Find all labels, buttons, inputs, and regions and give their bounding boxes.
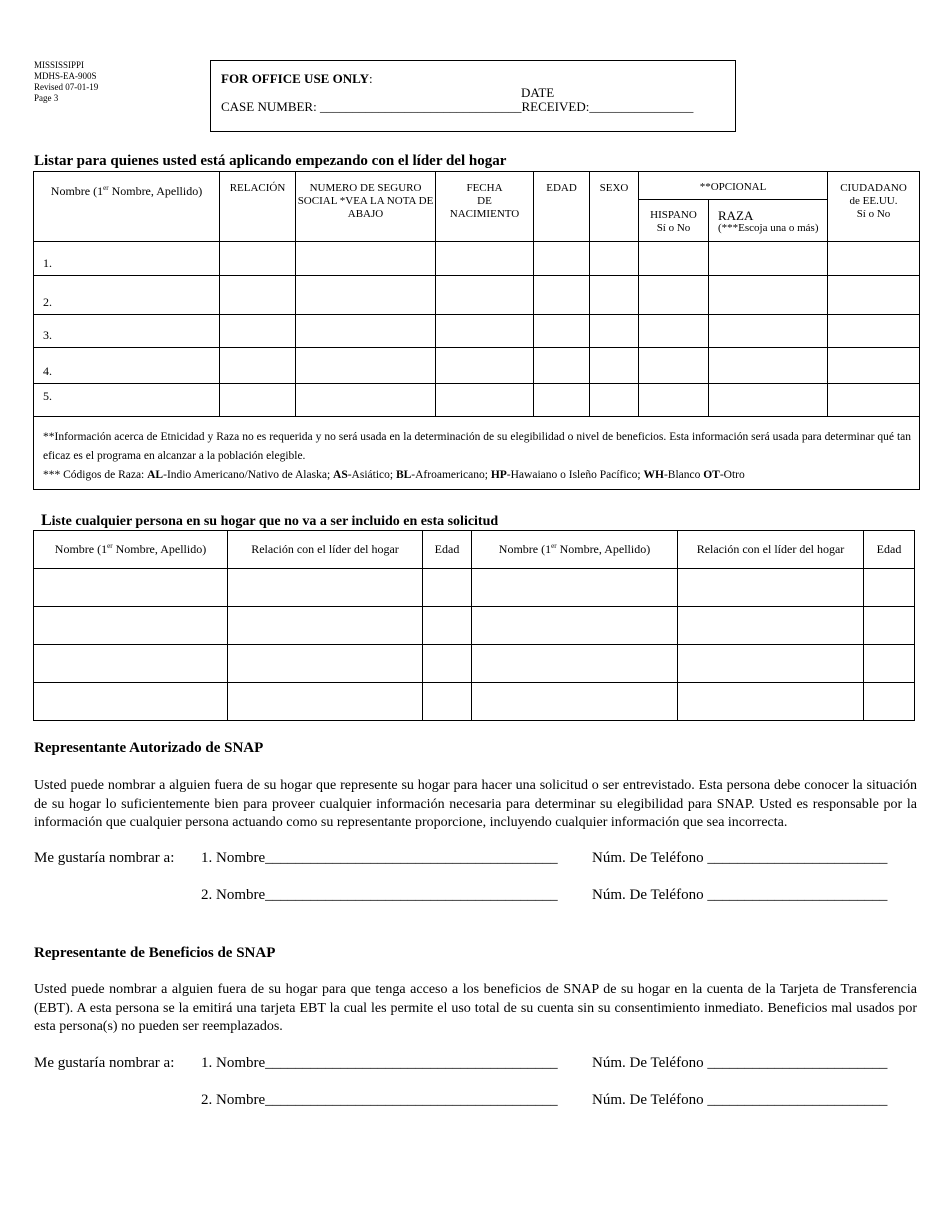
cell-input[interactable] (534, 348, 590, 384)
office-use-box (210, 60, 736, 132)
col-relacion: Relación con el líder del hogar (228, 531, 423, 569)
col-sexo: SEXO (590, 172, 639, 242)
rep-ben-phone-2[interactable]: Núm. De Teléfono ________________________ (592, 1092, 888, 1108)
cell-input[interactable] (534, 315, 590, 348)
cell-input[interactable] (436, 315, 534, 348)
col-edad: EDAD (534, 172, 590, 242)
page-number: Page 3 (34, 93, 59, 103)
cell-input[interactable] (423, 607, 472, 645)
cell-input[interactable] (828, 384, 920, 417)
cell-input[interactable] (228, 607, 423, 645)
section2-title: Liste cualquier persona en su hogar que no va a ser incluido en esta solicitud (41, 512, 499, 529)
rep-auth-name-2[interactable]: 2. Nombre_______________________________________ (201, 887, 558, 903)
table-row (34, 315, 920, 348)
rep-ben-lead: Me gustaría nombrar a: (34, 1055, 175, 1071)
cell-input[interactable] (828, 276, 920, 315)
rep-ben-title: Representante de Beneficios de SNAP (34, 945, 276, 961)
cell-input[interactable] (228, 683, 423, 721)
rep-ben-phone-1[interactable]: Núm. De Teléfono ________________________ (592, 1055, 888, 1071)
cell-input[interactable] (436, 348, 534, 384)
col-name: Nombre (1er Nombre, Apellido) (34, 531, 228, 569)
cell-input[interactable] (709, 348, 828, 384)
cell-input[interactable] (220, 242, 296, 276)
cell-input[interactable] (639, 276, 709, 315)
cell-input[interactable] (472, 645, 678, 683)
cell-input[interactable] (639, 384, 709, 417)
cell-input[interactable] (709, 242, 828, 276)
col-edad: Edad (864, 531, 915, 569)
cell-input[interactable] (296, 315, 436, 348)
col-name: Nombre (1er Nombre, Apellido) (472, 531, 678, 569)
col-edad: Edad (423, 531, 472, 569)
cell-input[interactable] (472, 569, 678, 607)
col-relacion: RELACIÓN (220, 172, 296, 242)
cell-input[interactable] (590, 348, 639, 384)
form-header (34, 60, 98, 104)
rep-auth-phone-2[interactable]: Núm. De Teléfono ________________________ (592, 887, 888, 903)
col-fecha: FECHA DE NACIMIENTO (436, 172, 534, 242)
household-members-table (33, 171, 920, 490)
form-id: MDHS-EA-900S (34, 71, 97, 81)
state-label: MISSISSIPPI (34, 60, 85, 70)
revised-date: Revised 07-01-19 (34, 82, 99, 92)
cell-input[interactable] (864, 569, 915, 607)
cell-input[interactable] (296, 242, 436, 276)
cell-input[interactable] (678, 683, 864, 721)
rep-ben-name-1[interactable]: 1. Nombre_______________________________________ (201, 1055, 558, 1071)
rep-auth-name-1[interactable]: 1. Nombre_______________________________________ (201, 850, 558, 866)
row-number: 2. (34, 276, 220, 315)
cell-input[interactable] (228, 645, 423, 683)
cell-input[interactable] (534, 384, 590, 417)
section1-title: Listar para quienes usted está aplicando empezando con el líder del hogar (34, 153, 507, 169)
office-use-title: FOR OFFICE USE ONLY: (221, 71, 373, 86)
col-hispano: HISPANO Sí o No (639, 200, 709, 242)
col-ssn: NUMERO DE SEGURO SOCIAL *VEA LA NOTA DE ABAJO (296, 172, 436, 242)
cell-input[interactable] (220, 348, 296, 384)
cell-input[interactable] (436, 384, 534, 417)
rep-auth-lead: Me gustaría nombrar a: (34, 850, 175, 866)
col-opcional: **OPCIONAL (639, 172, 828, 200)
cell-input[interactable] (639, 315, 709, 348)
cell-input[interactable] (639, 348, 709, 384)
col-raza: RAZA (***Escoja una o más) (709, 200, 828, 242)
row-number: 3. (34, 315, 220, 348)
cell-input[interactable] (864, 683, 915, 721)
table-row (34, 276, 920, 315)
cell-input[interactable] (709, 315, 828, 348)
table-row (34, 645, 915, 683)
row-number: 4. (34, 348, 220, 384)
cell-input[interactable] (828, 242, 920, 276)
rep-auth-body: Usted puede nombrar a alguien fuera de su hogar que represente su hogar para hacer una solicitud o ser entrevistado. Esta persona debe conocer la situación de su hogar lo suficientemente bien para proveer cualquier información necesaria para determinar su elegibilidad para SNAP. Usted es responsable por la información que cualquier persona actuando como su representante proporcione, incluyendo cualquier información que sea incorrecta. (34, 778, 917, 830)
cell-input[interactable] (296, 276, 436, 315)
cell-input[interactable] (423, 645, 472, 683)
table-row (34, 384, 920, 417)
cell-input[interactable] (220, 315, 296, 348)
cell-input[interactable] (34, 569, 228, 607)
cell-input[interactable] (590, 384, 639, 417)
excluded-members-table (33, 530, 915, 721)
cell-input[interactable] (296, 384, 436, 417)
cell-input[interactable] (423, 569, 472, 607)
cell-input[interactable] (864, 607, 915, 645)
cell-input[interactable] (34, 607, 228, 645)
cell-input[interactable] (590, 276, 639, 315)
cell-input[interactable] (472, 607, 678, 645)
cell-input[interactable] (864, 645, 915, 683)
cell-input[interactable] (534, 276, 590, 315)
cell-input[interactable] (709, 276, 828, 315)
cell-input[interactable] (678, 645, 864, 683)
cell-input[interactable] (639, 242, 709, 276)
table-row (34, 683, 915, 721)
cell-input[interactable] (34, 645, 228, 683)
cell-input[interactable] (678, 569, 864, 607)
ethnicity-note: **Información acerca de Etnicidad y Raza no es requerida y no será usada en la determinación de su elegibilidad o nivel de beneficios. Esta información será usada para determinar qué tan eficaz es el programa en alcanzar a la población elegible. *** Códigos de Raza: AL-Indio Americano/Nativo de Alaska; AS-Asiático; BL-Afroamericano; HP-Hawaiano o Isleño Pacífico; WH-Blanco OT-Otro (34, 417, 920, 490)
col-name: Nombre (1er Nombre, Apellido) (34, 172, 220, 242)
cell-input[interactable] (590, 315, 639, 348)
cell-input[interactable] (828, 348, 920, 384)
case-number-line: CASE NUMBER: _______________________________RECEIVED:________________ (221, 99, 694, 114)
cell-input[interactable] (709, 384, 828, 417)
row-number: 5. (34, 384, 220, 417)
rep-ben-body: Usted puede nombrar a alguien fuera de su hogar para que tenga acceso a los beneficios de SNAP de su hogar en la cuenta de la Tarjeta de Transferencia (EBT). A esta persona se la emitirá una tarjeta EBT la cual les permite el uso total de su cuenta sin su consentimiento inmediato. Beneficios mal usados por esta persona(s) no pueden ser reemplazados. (34, 982, 917, 1034)
col-ciudadano: CIUDADANO de EE.UU. Sí o No (828, 172, 920, 242)
cell-input[interactable] (436, 242, 534, 276)
cell-input[interactable] (220, 276, 296, 315)
table-row (34, 242, 920, 276)
cell-input[interactable] (228, 569, 423, 607)
rep-auth-phone-1[interactable]: Núm. De Teléfono ________________________ (592, 850, 888, 866)
cell-input[interactable] (590, 242, 639, 276)
date-label: DATE (521, 85, 555, 100)
cell-input[interactable] (423, 683, 472, 721)
rep-auth-title: Representante Autorizado de SNAP (34, 740, 264, 756)
row-number: 1. (34, 242, 220, 276)
col-relacion: Relación con el líder del hogar (678, 531, 864, 569)
rep-ben-name-2[interactable]: 2. Nombre_______________________________________ (201, 1092, 558, 1108)
cell-input[interactable] (296, 348, 436, 384)
cell-input[interactable] (436, 276, 534, 315)
table-row (34, 348, 920, 384)
cell-input[interactable] (472, 683, 678, 721)
table-row (34, 607, 915, 645)
cell-input[interactable] (678, 607, 864, 645)
cell-input[interactable] (220, 384, 296, 417)
cell-input[interactable] (534, 242, 590, 276)
race-codes: *** Códigos de Raza: AL-Indio Americano/Nativo de Alaska; AS-Asiático; BL-Afroamericano; HP-Hawaiano o Isleño Pacífico; WH-Blanco OT-Otro (43, 469, 745, 481)
cell-input[interactable] (34, 683, 228, 721)
cell-input[interactable] (828, 315, 920, 348)
table-row (34, 569, 915, 607)
